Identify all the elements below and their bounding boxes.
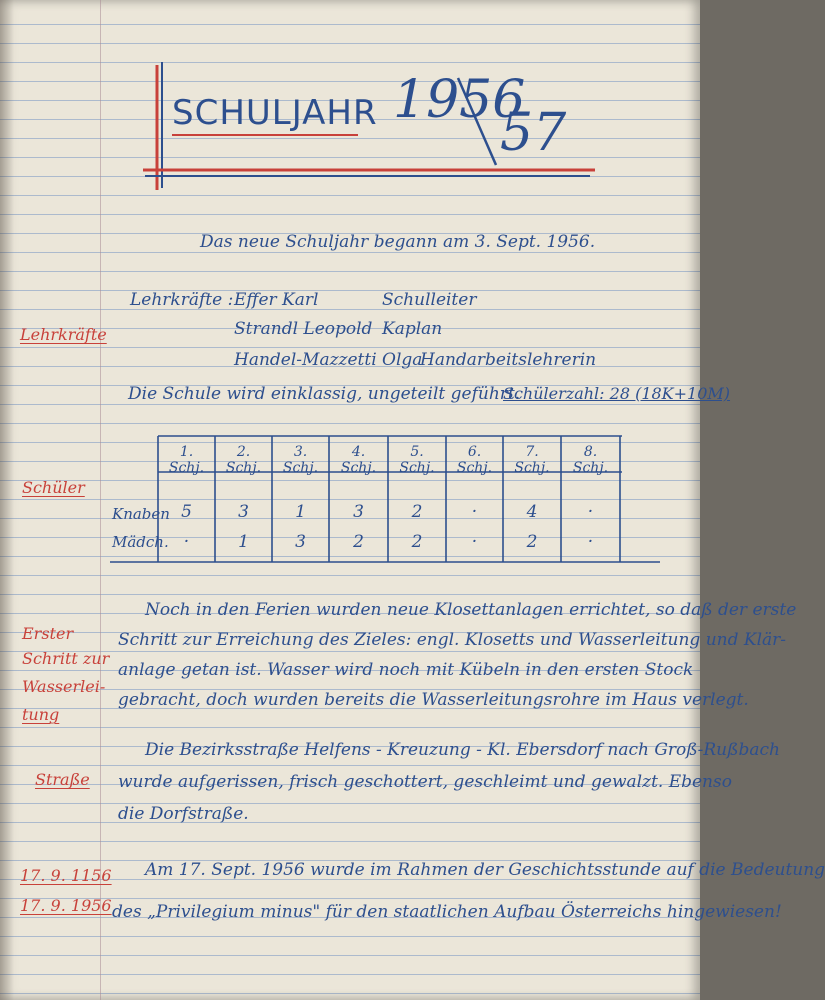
school-organisation-note: Die Schule wird einklassig, ungeteilt geführt. [128,384,521,404]
side-label-date-2: 17. 9. 1956 [20,896,112,915]
side-label-staff: Lehrkräfte [20,325,107,344]
table-cell: 2 [411,502,423,522]
side-label-water-4: tung [22,705,60,724]
side-label-date-1: 17. 9. 1156 [20,866,112,885]
table-cell: · [471,502,478,522]
table-column-header: 3. Schj. [282,444,319,476]
table-column-header: 1. Schj. [168,444,205,476]
table-cell: · [183,532,190,552]
table-column-header: 6. Schj. [456,444,493,476]
table-column-header: 8. Schj. [572,444,609,476]
side-label-road: Straße [35,770,90,789]
table-cell: 2 [411,532,423,552]
staff-name: Handel-Mazzetti Olga [234,350,423,370]
side-label-water-3: Wasserlei- [22,677,106,696]
school-year-start: 1956 [393,70,526,130]
table-column-header: 7. Schj. [514,444,550,476]
staff-role: Kaplan [382,319,443,339]
side-label-pupils: Schüler [22,478,85,497]
table-column-header: 5. Schj. [399,444,435,476]
side-label-water-1: Erster [22,624,74,643]
water-text-line: anlage getan ist. Wasser wird noch mit Kübeln in den ersten Stock [118,660,694,680]
table-cell: 3 [295,532,306,552]
table-cell: 1 [295,502,306,522]
table-column-header: 4. Schj. [340,444,377,476]
table-cell: · [587,502,594,522]
table-cell: 4 [526,502,538,522]
row-label-boys: Knaben [112,505,170,523]
staff-name: Strandl Leopold [234,319,373,339]
pupil-count: Schülerzahl: 28 (18K+10M) [503,384,731,403]
staff-heading: Lehrkräfte : [130,290,234,310]
staff-name: Effer Karl [234,290,319,310]
intro-line: Das neue Schuljahr begann am 3. Sept. 1956. [200,232,596,252]
table-cell: · [587,532,594,552]
table-column-header: 2. Schj. [225,444,262,476]
table-cell: 2 [353,532,364,552]
date-text-line: des „Privilegium minus" für den staatlichen Aufbau Österreichs hingewiesen! [112,902,782,922]
road-text-line: die Dorfstraße. [118,804,249,824]
water-text-line: gebracht, doch wurden bereits die Wasserleitungsrohre im Haus verlegt. [118,690,749,710]
table-cell: 2 [526,532,538,552]
table-cell: · [471,532,478,552]
date-text-line: Am 17. Sept. 1956 wurde im Rahmen der Geschichtsstunde auf die Bedeutung [145,860,825,880]
page-title: SCHULJAHR [172,93,378,133]
road-text-line: wurde aufgerissen, frisch geschottert, geschleimt und gewalzt. Ebenso [118,772,732,792]
water-text-line: Noch in den Ferien wurden neue Klosettanlagen errichtet, so daß der erste [145,600,797,620]
table-cell: 3 [238,502,249,522]
side-label-water-2: Schritt zur [22,649,110,668]
row-label-girls: Mädch. [112,533,169,551]
table-cell: 1 [238,532,249,552]
school-year-end: 57 [500,103,567,163]
staff-role: Handarbeitslehrerin [420,350,597,370]
table-cell: 3 [353,502,364,522]
staff-role: Schulleiter [382,290,477,310]
water-text-line: Schritt zur Erreichung des Zieles: engl. Klosetts und Wasserleitung und Klär- [118,630,787,650]
road-text-line: Die Bezirksstraße Helfens - Kreuzung - Kl. Ebersdorf nach Groß-Rußbach [145,740,780,760]
table-cell: 5 [181,502,192,522]
